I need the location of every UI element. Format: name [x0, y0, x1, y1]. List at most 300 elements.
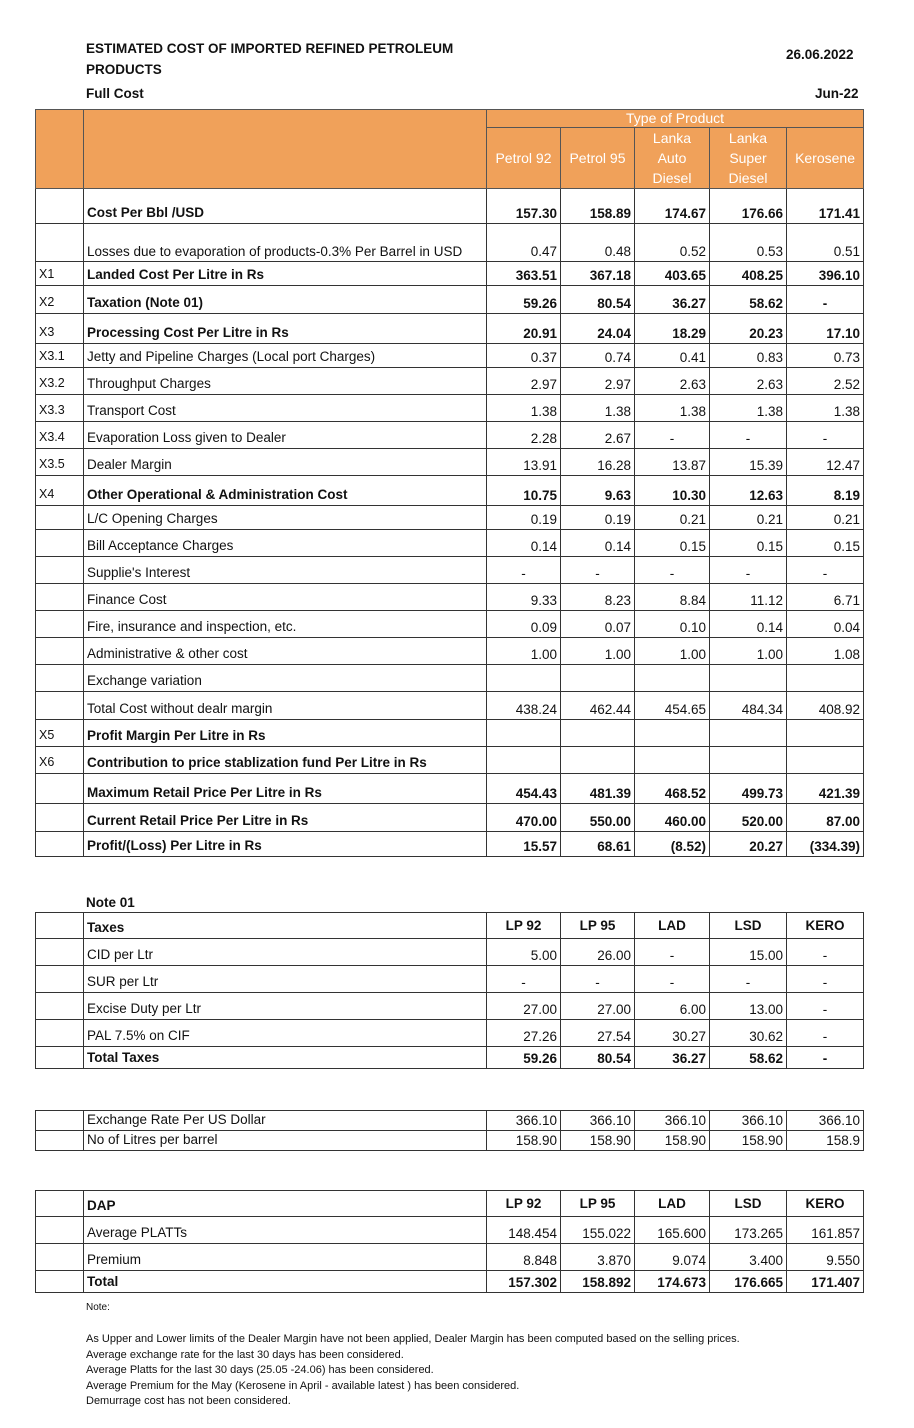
row-label: Other Operational & Administration Cost: [84, 476, 487, 506]
row-value: [561, 720, 635, 747]
cost-row: [36, 506, 864, 530]
row-value: 36.27: [635, 286, 710, 314]
row-blank: [36, 1047, 84, 1069]
row-value: 9.074: [635, 1244, 710, 1271]
product-name-line: Kerosene: [795, 150, 855, 166]
table-header-row: [36, 1191, 864, 1217]
row-code: X4: [36, 476, 84, 506]
row-label: Finance Cost: [84, 584, 487, 611]
table-header-row: [36, 913, 864, 939]
cost-row: [36, 344, 864, 368]
row-value: 8.23: [561, 584, 635, 611]
row-label: Supplie's Interest: [84, 557, 487, 584]
row-value: 499.73: [710, 774, 787, 804]
report-month: Jun-22: [815, 86, 859, 101]
row-value: 58.62: [710, 286, 787, 314]
footnotes: [86, 1332, 740, 1410]
row-value: 421.39: [787, 774, 864, 804]
row-value: 17.10: [787, 314, 864, 344]
row-value: 6.71: [787, 584, 864, 611]
row-code: [36, 611, 84, 638]
row-value: 468.52: [635, 774, 710, 804]
row-value: 15.00: [710, 939, 787, 966]
product-name-line: Diesel: [728, 170, 768, 186]
row-value: 1.38: [710, 395, 787, 422]
row-value: -: [710, 966, 787, 993]
row-value: 13.87: [635, 449, 710, 476]
row-value: 30.27: [635, 1020, 710, 1047]
cost-row: [36, 368, 864, 395]
product-name-line: Petrol 95: [569, 150, 626, 166]
row-code: X2: [36, 286, 84, 314]
row-value: 158.90: [710, 1131, 787, 1151]
row-value: 0.74: [561, 344, 635, 368]
row-value: -: [710, 422, 787, 449]
row-label: Landed Cost Per Litre in Rs: [84, 262, 487, 286]
row-blank: [36, 966, 84, 993]
row-value: 366.10: [787, 1111, 864, 1131]
row-label: Profit/(Loss) Per Litre in Rs: [84, 832, 487, 857]
row-value: 0.15: [635, 530, 710, 557]
row-value: 10.75: [487, 476, 561, 506]
row-value: -: [787, 966, 864, 993]
row-value: 366.10: [635, 1111, 710, 1131]
header-column: LAD: [635, 913, 710, 939]
row-value: 0.04: [787, 611, 864, 638]
row-value: 0.10: [635, 611, 710, 638]
row-code: [36, 189, 84, 224]
table-row: [36, 1244, 864, 1271]
row-value: 0.83: [710, 344, 787, 368]
cost-row: [36, 720, 864, 747]
row-value: -: [561, 557, 635, 584]
row-label: PAL 7.5% on CIF: [84, 1020, 487, 1047]
row-label: Current Retail Price Per Litre in Rs: [84, 804, 487, 832]
row-value: [710, 747, 787, 774]
row-value: [635, 665, 710, 692]
row-value: 366.10: [710, 1111, 787, 1131]
row-value: -: [787, 422, 864, 449]
header-column: LP 95: [561, 1191, 635, 1217]
footnote-line: As Upper and Lower limits of the Dealer Margin have not been applied, Dealer Margin has been computed based on the selling prices.: [86, 1333, 740, 1345]
row-value: [635, 720, 710, 747]
row-value: 157.30: [487, 189, 561, 224]
notes-label: Note:: [86, 1302, 110, 1313]
row-value: -: [561, 966, 635, 993]
header-column: LSD: [710, 913, 787, 939]
product-header-cell: [561, 128, 635, 189]
row-value: 0.51: [787, 224, 864, 262]
row-code: X3.5: [36, 449, 84, 476]
row-value: 0.14: [561, 530, 635, 557]
row-value: 3.870: [561, 1244, 635, 1271]
row-label: Cost Per Bbl /USD: [84, 189, 487, 224]
row-value: 0.73: [787, 344, 864, 368]
row-value: 155.022: [561, 1217, 635, 1244]
row-value: 0.14: [487, 530, 561, 557]
row-label: Fire, insurance and inspection, etc.: [84, 611, 487, 638]
total-label: Total: [84, 1271, 487, 1293]
header-blank-label: [84, 110, 487, 189]
row-blank: [36, 1111, 84, 1131]
row-value: 462.44: [561, 692, 635, 720]
header-column: LP 92: [487, 1191, 561, 1217]
row-value: 470.00: [487, 804, 561, 832]
total-row: [36, 1047, 864, 1069]
row-value: 148.454: [487, 1217, 561, 1244]
row-blank: [36, 1244, 84, 1271]
cost-row: [36, 530, 864, 557]
header-column: LSD: [710, 1191, 787, 1217]
row-value: 8.848: [487, 1244, 561, 1271]
footnote-line: Average Platts for the last 30 days (25.05 -24.06) has been considered.: [86, 1364, 434, 1377]
total-value: 80.54: [561, 1047, 635, 1069]
row-code: [36, 638, 84, 665]
row-value: 0.14: [710, 611, 787, 638]
row-value: 158.89: [561, 189, 635, 224]
row-value: 158.90: [487, 1131, 561, 1151]
row-value: 2.63: [710, 368, 787, 395]
row-value: 173.265: [710, 1217, 787, 1244]
row-label: Premium: [84, 1244, 487, 1271]
row-value: 16.28: [561, 449, 635, 476]
row-value: 13.00: [710, 993, 787, 1020]
row-blank: [36, 993, 84, 1020]
row-value: 2.52: [787, 368, 864, 395]
row-value: 12.47: [787, 449, 864, 476]
row-value: 24.04: [561, 314, 635, 344]
row-value: -: [635, 422, 710, 449]
product-name-line: Lanka: [652, 130, 692, 146]
row-label: Processing Cost Per Litre in Rs: [84, 314, 487, 344]
row-value: 8.84: [635, 584, 710, 611]
row-value: 9.33: [487, 584, 561, 611]
cost-row: [36, 262, 864, 286]
row-value: 26.00: [561, 939, 635, 966]
row-value: 0.37: [487, 344, 561, 368]
total-value: 158.892: [561, 1271, 635, 1293]
cost-row: [36, 286, 864, 314]
row-value: -: [487, 557, 561, 584]
row-value: 27.54: [561, 1020, 635, 1047]
row-value: 5.00: [487, 939, 561, 966]
row-value: 438.24: [487, 692, 561, 720]
row-value: -: [787, 993, 864, 1020]
row-value: 366.10: [561, 1111, 635, 1131]
row-code: [36, 774, 84, 804]
row-value: 3.400: [710, 1244, 787, 1271]
cost-row: [36, 774, 864, 804]
row-value: [561, 747, 635, 774]
row-value: 520.00: [710, 804, 787, 832]
cost-row: [36, 395, 864, 422]
row-label: Evaporation Loss given to Dealer: [84, 422, 487, 449]
document-title: [86, 38, 453, 80]
row-value: 10.30: [635, 476, 710, 506]
row-value: 1.38: [635, 395, 710, 422]
row-value: 0.52: [635, 224, 710, 262]
row-label: Throughput Charges: [84, 368, 487, 395]
row-value: [487, 720, 561, 747]
row-value: 0.09: [487, 611, 561, 638]
row-code: X3: [36, 314, 84, 344]
total-row: [36, 1271, 864, 1293]
cost-row: [36, 314, 864, 344]
product-header-cell: [635, 128, 710, 189]
header-blank: [36, 1191, 84, 1217]
row-value: 27.00: [561, 993, 635, 1020]
row-value: 171.41: [787, 189, 864, 224]
row-value: 484.34: [710, 692, 787, 720]
row-code: X5: [36, 720, 84, 747]
row-label: Exchange variation: [84, 665, 487, 692]
row-value: 1.00: [487, 638, 561, 665]
row-blank: [36, 1020, 84, 1047]
row-value: 27.00: [487, 993, 561, 1020]
total-value: 171.407: [787, 1271, 864, 1293]
row-value: 2.63: [635, 368, 710, 395]
total-value: -: [787, 1047, 864, 1069]
cost-breakdown-table: [35, 109, 864, 857]
cost-row: [36, 747, 864, 774]
row-code: X3.2: [36, 368, 84, 395]
row-value: 454.65: [635, 692, 710, 720]
row-value: 11.12: [710, 584, 787, 611]
header-column: LP 92: [487, 913, 561, 939]
row-value: 0.48: [561, 224, 635, 262]
row-label: Contribution to price stablization fund Per Litre in Rs: [84, 747, 487, 774]
row-value: 363.51: [487, 262, 561, 286]
row-value: 367.18: [561, 262, 635, 286]
total-value: 58.62: [710, 1047, 787, 1069]
total-value: 176.665: [710, 1271, 787, 1293]
header-column: KERO: [787, 1191, 864, 1217]
row-value: [487, 747, 561, 774]
row-value: 0.53: [710, 224, 787, 262]
row-value: 1.00: [561, 638, 635, 665]
header-blank: [36, 913, 84, 939]
row-value: 20.27: [710, 832, 787, 857]
row-value: [787, 665, 864, 692]
product-name-line: Diesel: [652, 170, 692, 186]
row-code: X3.3: [36, 395, 84, 422]
table-row: [36, 966, 864, 993]
type-of-product-header: Type of Product: [487, 110, 864, 128]
row-value: [710, 665, 787, 692]
total-value: 157.302: [487, 1271, 561, 1293]
row-label: Dealer Margin: [84, 449, 487, 476]
row-label: Exchange Rate Per US Dollar: [84, 1111, 487, 1131]
row-value: 158.90: [561, 1131, 635, 1151]
header-blank-code: [36, 110, 84, 189]
row-value: 0.19: [487, 506, 561, 530]
product-header-cell: [787, 128, 864, 189]
row-label: Jetty and Pipeline Charges (Local port Charges): [84, 344, 487, 368]
row-value: 2.97: [487, 368, 561, 395]
row-value: 2.67: [561, 422, 635, 449]
row-value: 0.41: [635, 344, 710, 368]
row-code: [36, 224, 84, 262]
cost-row: [36, 557, 864, 584]
row-value: -: [787, 939, 864, 966]
row-value: 15.39: [710, 449, 787, 476]
title-line-1: ESTIMATED COST OF IMPORTED REFINED PETROLEUM: [86, 41, 454, 56]
row-value: 13.91: [487, 449, 561, 476]
row-value: [787, 720, 864, 747]
cost-row: [36, 804, 864, 832]
type-of-product-row: [36, 110, 864, 128]
row-value: 0.19: [561, 506, 635, 530]
row-value: 9.63: [561, 476, 635, 506]
row-code: [36, 584, 84, 611]
row-value: 460.00: [635, 804, 710, 832]
footnote-line: Average Premium for the May (Kerosene in April - available latest ) has been considered.: [86, 1379, 520, 1392]
row-value: 20.23: [710, 314, 787, 344]
row-label: Maximum Retail Price Per Litre in Rs: [84, 774, 487, 804]
row-label: No of Litres per barrel: [84, 1131, 487, 1151]
note-01-title: Note 01: [86, 895, 135, 910]
footnote-line: Demurrage cost has not been considered.: [86, 1395, 291, 1408]
row-value: 0.07: [561, 611, 635, 638]
row-value: 18.29: [635, 314, 710, 344]
row-value: 8.19: [787, 476, 864, 506]
row-value: 15.57: [487, 832, 561, 857]
row-value: 1.38: [561, 395, 635, 422]
row-value: 27.26: [487, 1020, 561, 1047]
row-value: 0.15: [787, 530, 864, 557]
row-label: Average PLATTs: [84, 1217, 487, 1244]
row-value: 12.63: [710, 476, 787, 506]
exchange-rate-table: [35, 1110, 864, 1151]
row-value: 2.28: [487, 422, 561, 449]
row-code: X3.4: [36, 422, 84, 449]
row-value: 176.66: [710, 189, 787, 224]
table-row: [36, 1131, 864, 1151]
table-row: [36, 993, 864, 1020]
cost-row: [36, 189, 864, 224]
row-value: 0.15: [710, 530, 787, 557]
row-blank: [36, 939, 84, 966]
row-value: 1.08: [787, 638, 864, 665]
cost-row: [36, 665, 864, 692]
row-blank: [36, 1217, 84, 1244]
row-code: X3.1: [36, 344, 84, 368]
header-column: LAD: [635, 1191, 710, 1217]
row-value: [787, 747, 864, 774]
table-row: [36, 939, 864, 966]
row-blank: [36, 1271, 84, 1293]
row-value: 158.90: [635, 1131, 710, 1151]
row-value: 20.91: [487, 314, 561, 344]
row-value: -: [710, 557, 787, 584]
row-value: 403.65: [635, 262, 710, 286]
row-value: 0.21: [635, 506, 710, 530]
row-code: [36, 557, 84, 584]
row-value: 9.550: [787, 1244, 864, 1271]
footnote-line: Average exchange rate for the last 30 days has been considered.: [86, 1348, 404, 1361]
cost-basis-label: Full Cost: [86, 86, 144, 101]
total-value: 36.27: [635, 1047, 710, 1069]
row-code: X6: [36, 747, 84, 774]
row-value: 1.38: [787, 395, 864, 422]
row-value: 0.21: [710, 506, 787, 530]
table-row: [36, 1217, 864, 1244]
header-column: LP 95: [561, 913, 635, 939]
row-value: 396.10: [787, 262, 864, 286]
row-value: 408.92: [787, 692, 864, 720]
row-value: 1.38: [487, 395, 561, 422]
row-label: Taxation (Note 01): [84, 286, 487, 314]
cost-row: [36, 584, 864, 611]
product-name-line: Auto: [657, 150, 687, 166]
cost-row: [36, 422, 864, 449]
row-value: [710, 720, 787, 747]
row-label: CID per Ltr: [84, 939, 487, 966]
table-row: [36, 1020, 864, 1047]
row-value: 0.47: [487, 224, 561, 262]
total-value: 59.26: [487, 1047, 561, 1069]
cost-row: [36, 611, 864, 638]
cost-row: [36, 476, 864, 506]
cost-row: [36, 638, 864, 665]
taxes-table: [35, 912, 864, 1069]
row-value: 174.67: [635, 189, 710, 224]
row-value: -: [787, 286, 864, 314]
row-value: [487, 665, 561, 692]
cost-row: [36, 449, 864, 476]
row-value: 550.00: [561, 804, 635, 832]
row-value: 80.54: [561, 286, 635, 314]
row-value: 454.43: [487, 774, 561, 804]
row-value: [635, 747, 710, 774]
row-value: 2.97: [561, 368, 635, 395]
row-label: Losses due to evaporation of products-0.3% Per Barrel in USD: [84, 224, 487, 262]
row-value: -: [635, 966, 710, 993]
row-value: (334.39): [787, 832, 864, 857]
row-code: [36, 804, 84, 832]
product-name-line: Petrol 92: [495, 150, 552, 166]
row-value: 68.61: [561, 832, 635, 857]
row-label: L/C Opening Charges: [84, 506, 487, 530]
row-value: 158.9: [787, 1131, 864, 1151]
row-value: 87.00: [787, 804, 864, 832]
header-label: Taxes: [84, 913, 487, 939]
row-label: Excise Duty per Ltr: [84, 993, 487, 1020]
row-label: Profit Margin Per Litre in Rs: [84, 720, 487, 747]
row-label: Administrative & other cost: [84, 638, 487, 665]
row-value: 1.00: [710, 638, 787, 665]
cost-row: [36, 692, 864, 720]
row-value: 1.00: [635, 638, 710, 665]
header-column: KERO: [787, 913, 864, 939]
row-label: SUR per Ltr: [84, 966, 487, 993]
total-label: Total Taxes: [84, 1047, 487, 1069]
row-value: -: [787, 557, 864, 584]
row-code: [36, 832, 84, 857]
row-value: 366.10: [487, 1111, 561, 1131]
row-value: 408.25: [710, 262, 787, 286]
product-header-cell: [710, 128, 787, 189]
title-line-2: PRODUCTS: [86, 62, 162, 77]
row-value: [561, 665, 635, 692]
row-code: X1: [36, 262, 84, 286]
total-value: 174.673: [635, 1271, 710, 1293]
table-row: [36, 1111, 864, 1131]
row-value: (8.52): [635, 832, 710, 857]
row-code: [36, 530, 84, 557]
row-value: 30.62: [710, 1020, 787, 1047]
row-label: Total Cost without dealr margin: [84, 692, 487, 720]
